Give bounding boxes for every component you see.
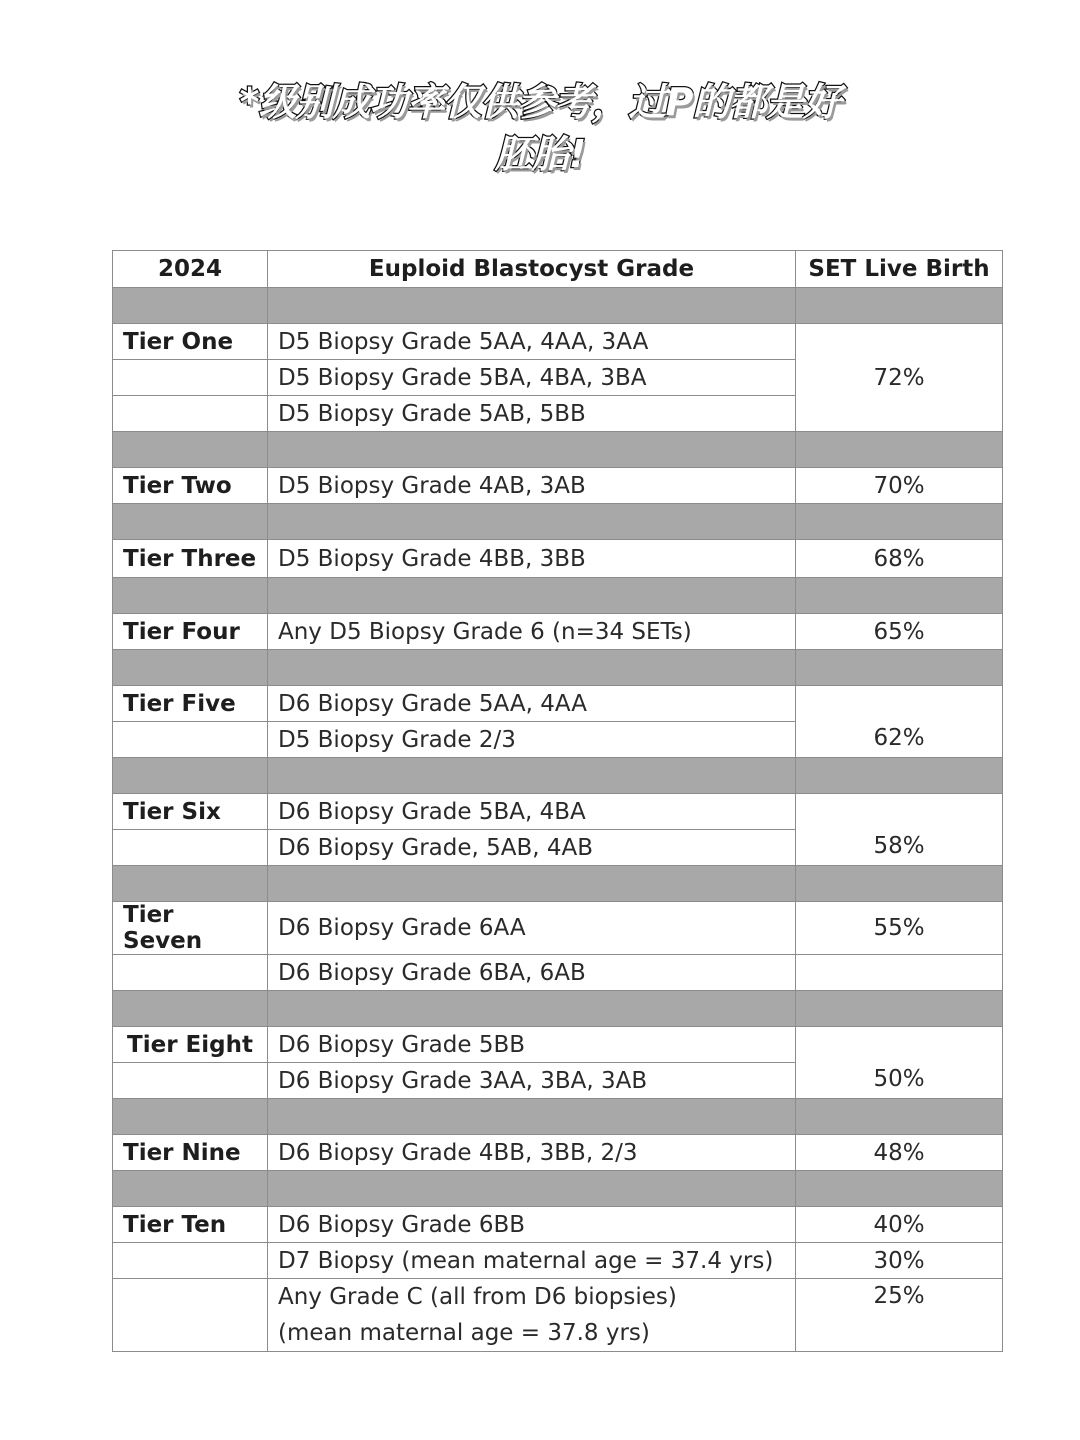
header-grade: Euploid Blastocyst Grade	[268, 251, 796, 288]
separator-row	[113, 1171, 1003, 1207]
grade-line: (mean maternal age = 37.8 yrs)	[278, 1320, 650, 1346]
header-row	[113, 251, 1003, 288]
rate-cell: 55%	[796, 902, 1003, 955]
table-row	[113, 540, 1003, 578]
separator-row	[113, 991, 1003, 1027]
grade-cell: D5 Biopsy Grade 2/3	[268, 722, 796, 758]
grade-cell: D5 Biopsy Grade 5AB, 5BB	[268, 396, 796, 432]
tier-label: Tier Nine	[113, 1135, 268, 1171]
rate-cell: 58%	[796, 794, 1003, 866]
grade-cell: D6 Biopsy Grade 6AA	[268, 902, 796, 955]
table-row	[113, 686, 1003, 722]
title-line-1: *级别成功率仅供参考，过P的都是好	[239, 80, 841, 124]
table-row	[113, 614, 1003, 650]
grade-cell: D6 Biopsy Grade 6BB	[268, 1207, 796, 1243]
table-row	[113, 955, 1003, 991]
rate-cell: 70%	[796, 468, 1003, 504]
table-row	[113, 1207, 1003, 1243]
grade-cell: D7 Biopsy (mean maternal age = 37.4 yrs)	[268, 1243, 796, 1279]
tier-label: Tier Five	[113, 686, 268, 722]
tier-label: Tier Four	[113, 614, 268, 650]
separator-row	[113, 504, 1003, 540]
page-title	[150, 76, 930, 180]
grade-cell: Any D5 Biopsy Grade 6 (n=34 SETs)	[268, 614, 796, 650]
separator-row	[113, 288, 1003, 324]
table-row	[113, 794, 1003, 830]
grade-cell: D5 Biopsy Grade 4AB, 3AB	[268, 468, 796, 504]
separator-row	[113, 432, 1003, 468]
grade-line: Any Grade C (all from D6 biopsies)	[278, 1284, 677, 1310]
rate-cell: 40%	[796, 1207, 1003, 1243]
grade-cell: D6 Biopsy Grade 5BA, 4BA	[268, 794, 796, 830]
grade-cell: D5 Biopsy Grade 4BB, 3BB	[268, 540, 796, 578]
table-row	[113, 1279, 1003, 1352]
table-row	[113, 902, 1003, 955]
rate-cell: 68%	[796, 540, 1003, 578]
title-line-2: 胚胎!	[494, 132, 586, 176]
tier-label: Tier Seven	[113, 902, 268, 955]
rate-cell: 48%	[796, 1135, 1003, 1171]
separator-row	[113, 578, 1003, 614]
tier-label: Tier Ten	[113, 1207, 268, 1243]
header-live-birth: SET Live Birth	[796, 251, 1003, 288]
tier-label: Tier Eight	[113, 1027, 268, 1063]
grade-table	[112, 250, 1003, 1352]
separator-row	[113, 650, 1003, 686]
grade-cell: D6 Biopsy Grade 5AA, 4AA	[268, 686, 796, 722]
rate-cell: 25%	[796, 1279, 1003, 1352]
separator-row	[113, 758, 1003, 794]
grade-cell: D6 Biopsy Grade, 5AB, 4AB	[268, 830, 796, 866]
table-row	[113, 1027, 1003, 1063]
grade-cell: D6 Biopsy Grade 6BA, 6AB	[268, 955, 796, 991]
table-row	[113, 1243, 1003, 1279]
grade-cell	[268, 1279, 796, 1352]
rate-cell: 30%	[796, 1243, 1003, 1279]
grade-cell: D5 Biopsy Grade 5AA, 4AA, 3AA	[268, 324, 796, 360]
grade-cell: D5 Biopsy Grade 5BA, 4BA, 3BA	[268, 360, 796, 396]
rate-cell: 50%	[796, 1027, 1003, 1099]
rate-cell: 72%	[796, 324, 1003, 432]
rate-cell: 65%	[796, 614, 1003, 650]
separator-row	[113, 866, 1003, 902]
table-row	[113, 468, 1003, 504]
separator-row	[113, 1099, 1003, 1135]
tier-label: Tier Two	[113, 468, 268, 504]
table-row	[113, 324, 1003, 360]
tier-label: Tier Three	[113, 540, 268, 578]
rate-cell: 62%	[796, 686, 1003, 758]
grade-cell: D6 Biopsy Grade 4BB, 3BB, 2/3	[268, 1135, 796, 1171]
tier-label: Tier One	[113, 324, 268, 360]
table-row	[113, 1135, 1003, 1171]
tier-label: Tier Six	[113, 794, 268, 830]
grade-cell: D6 Biopsy Grade 5BB	[268, 1027, 796, 1063]
header-year: 2024	[113, 251, 268, 288]
grade-cell: D6 Biopsy Grade 3AA, 3BA, 3AB	[268, 1063, 796, 1099]
